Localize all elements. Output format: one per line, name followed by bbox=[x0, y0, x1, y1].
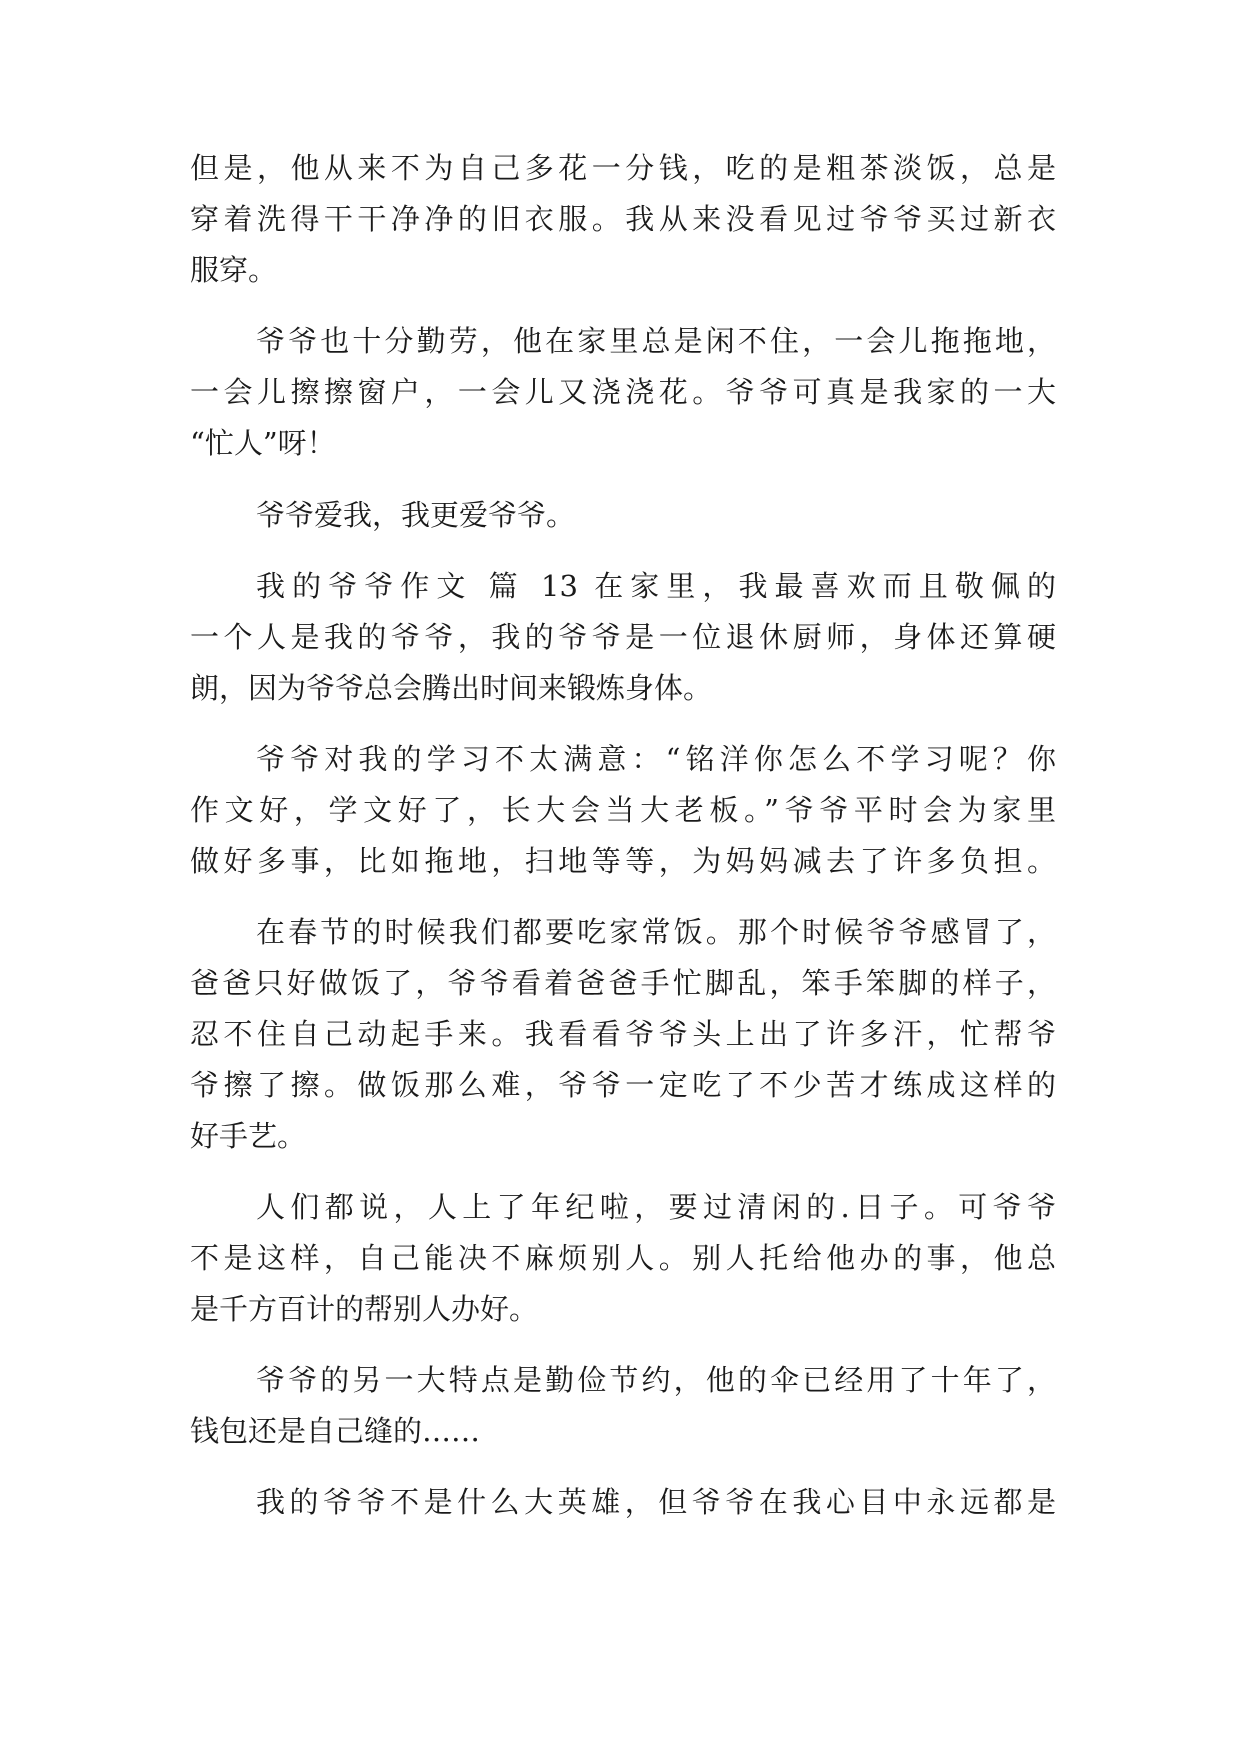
text-line: 我的爷爷不是什么大英雄，但爷爷在我心目中永远都是 bbox=[256, 1485, 1056, 1519]
text-line: 好手艺。 bbox=[190, 1119, 307, 1153]
text-line: 不是这样，自己能决不麻烦别人。别人托给他办的事，他总 bbox=[190, 1241, 1056, 1275]
text-line: 忍不住自己动起手来。我看看爷爷头上出了许多汗，忙帮爷 bbox=[190, 1017, 1056, 1051]
text-line: 钱包还是自己缝的…… bbox=[190, 1414, 481, 1448]
text-line: 爷爷的另一大特点是勤俭节约，他的伞已经用了十年了， bbox=[256, 1363, 1056, 1397]
text-line: 人们都说，人上了年纪啦，要过清闲的.日子。可爷爷 bbox=[256, 1190, 1056, 1224]
text-line: 一个人是我的爷爷，我的爷爷是一位退休厨师，身体还算硬 bbox=[190, 620, 1056, 654]
text-line: “忙人”呀！ bbox=[190, 426, 336, 460]
text-line: 爷爷也十分勤劳，他在家里总是闲不住，一会儿拖拖地， bbox=[256, 324, 1056, 358]
text-line: 作文好，学文好了，长大会当大老板。”爷爷平时会为家里 bbox=[190, 793, 1056, 827]
text-line: 我的爷爷作文 篇 13 在家里，我最喜欢而且敬佩的 bbox=[256, 569, 1056, 603]
text-line: 爷爷对我的学习不太满意：“铭洋你怎么不学习呢？你 bbox=[256, 742, 1056, 776]
text-line: 在春节的时候我们都要吃家常饭。那个时候爷爷感冒了， bbox=[256, 915, 1056, 949]
text-line: 一会儿擦擦窗户，一会儿又浇浇花。爷爷可真是我家的一大 bbox=[190, 375, 1056, 409]
text-line: 爷爷爱我，我更爱爷爷。 bbox=[256, 498, 576, 532]
text-line: 是千方百计的帮别人办好。 bbox=[190, 1292, 539, 1326]
text-line: 做好多事，比如拖地，扫地等等，为妈妈减去了许多负担。 bbox=[190, 844, 1056, 878]
text-line: 爸爸只好做饭了，爷爷看着爸爸手忙脚乱，笨手笨脚的样子， bbox=[190, 966, 1056, 1000]
text-line: 穿着洗得干干净净的旧衣服。我从来没看见过爷爷买过新衣 bbox=[190, 202, 1056, 236]
text-line: 朗，因为爷爷总会腾出时间来锻炼身体。 bbox=[190, 671, 713, 705]
text-line: 但是，他从来不为自己多花一分钱，吃的是粗茶淡饭，总是 bbox=[190, 151, 1056, 185]
text-line: 服穿。 bbox=[190, 253, 278, 287]
text-line: 爷擦了擦。做饭那么难，爷爷一定吃了不少苦才练成这样的 bbox=[190, 1068, 1056, 1102]
